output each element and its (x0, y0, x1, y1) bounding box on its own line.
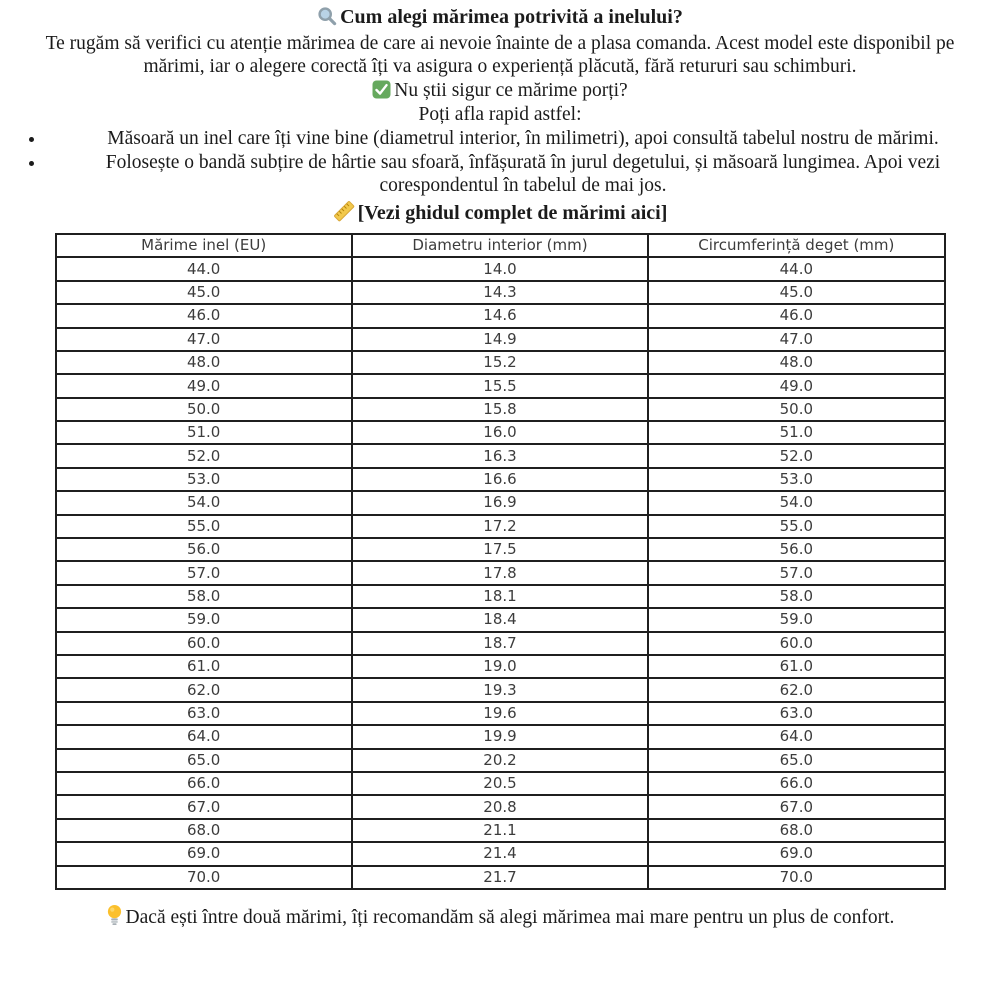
table-cell: 17.2 (352, 515, 648, 538)
table-cell: 68.0 (648, 819, 944, 842)
table-cell: 19.3 (352, 678, 648, 701)
table-cell: 48.0 (56, 351, 352, 374)
table-cell: 17.8 (352, 561, 648, 584)
header-cell-ring-size: Mărime inel (EU) (56, 234, 352, 257)
table-cell: 44.0 (648, 257, 944, 280)
table-cell: 56.0 (56, 538, 352, 561)
magnifier-icon (317, 6, 337, 26)
table-cell: 21.1 (352, 819, 648, 842)
table-row (56, 398, 945, 421)
header-row (56, 234, 945, 257)
table-cell: 63.0 (648, 702, 944, 725)
table-cell: 17.5 (352, 538, 648, 561)
table-row (56, 632, 945, 655)
table-cell: 18.1 (352, 585, 648, 608)
table-row (56, 678, 945, 701)
table-cell: 55.0 (648, 515, 944, 538)
table-cell: 57.0 (56, 561, 352, 584)
table-cell: 62.0 (56, 678, 352, 701)
table-cell: 68.0 (56, 819, 352, 842)
table-cell: 16.6 (352, 468, 648, 491)
table-cell: 19.0 (352, 655, 648, 678)
table-row (56, 866, 945, 889)
table-row (56, 515, 945, 538)
table-cell: 70.0 (56, 866, 352, 889)
table-cell: 46.0 (56, 304, 352, 327)
table-cell: 21.7 (352, 866, 648, 889)
table-cell: 51.0 (648, 421, 944, 444)
page-title-text: Cum alegi mărimea potrivită a inelului? (340, 6, 683, 28)
table-cell: 15.5 (352, 374, 648, 397)
table-cell: 64.0 (648, 725, 944, 748)
table-cell: 45.0 (56, 281, 352, 304)
table-row (56, 421, 945, 444)
page-title (0, 6, 1000, 29)
table-cell: 15.8 (352, 398, 648, 421)
table-cell: 48.0 (648, 351, 944, 374)
table-row (56, 608, 945, 631)
table-row (56, 655, 945, 678)
lightbulb-icon (106, 904, 123, 926)
footer-tip (10, 904, 990, 930)
size-question-line (0, 79, 1000, 102)
green-check-icon (372, 80, 391, 99)
table-cell: 58.0 (56, 585, 352, 608)
size-table (55, 233, 946, 890)
instruction-item-measure-ring: • Măsoară un inel care îți vine bine (diametrul interior, în milimetri), apoi consultă tabelul nostru de mărimi. (46, 127, 1000, 151)
size-table-header (56, 234, 945, 257)
table-cell: 20.8 (352, 795, 648, 818)
table-cell: 58.0 (648, 585, 944, 608)
table-cell: 66.0 (56, 772, 352, 795)
table-cell: 14.9 (352, 328, 648, 351)
table-cell: 16.3 (352, 444, 648, 467)
size-guide-link-line (0, 200, 1000, 225)
table-cell: 18.7 (352, 632, 648, 655)
table-cell: 63.0 (56, 702, 352, 725)
table-cell: 46.0 (648, 304, 944, 327)
size-question-text: Nu știi sigur ce mărime porți? (394, 80, 628, 102)
quick-find-label: Poți afla rapid astfel: (418, 104, 582, 126)
table-cell: 65.0 (56, 749, 352, 772)
table-cell: 69.0 (56, 842, 352, 865)
table-cell: 20.2 (352, 749, 648, 772)
table-cell: 54.0 (648, 491, 944, 514)
table-cell: 52.0 (56, 444, 352, 467)
table-row (56, 561, 945, 584)
table-cell: 60.0 (56, 632, 352, 655)
table-cell: 64.0 (56, 725, 352, 748)
table-cell: 16.9 (352, 491, 648, 514)
table-row (56, 842, 945, 865)
table-cell: 18.4 (352, 608, 648, 631)
table-cell: 47.0 (56, 328, 352, 351)
table-cell: 56.0 (648, 538, 944, 561)
table-row (56, 328, 945, 351)
table-row (56, 491, 945, 514)
table-row (56, 725, 945, 748)
table-cell: 61.0 (648, 655, 944, 678)
footer-tip-text: Dacă ești între două mărimi, îți recomandăm să alegi mărimea mai mare pentru un plus de confort. (125, 906, 895, 928)
table-cell: 45.0 (648, 281, 944, 304)
table-cell: 21.4 (352, 842, 648, 865)
table-cell: 14.6 (352, 304, 648, 327)
header-cell-inner-diameter: Diametru interior (mm) (352, 234, 648, 257)
table-cell: 61.0 (56, 655, 352, 678)
table-cell: 50.0 (648, 398, 944, 421)
table-cell: 59.0 (56, 608, 352, 631)
table-cell: 47.0 (648, 328, 944, 351)
table-cell: 50.0 (56, 398, 352, 421)
size-table-body (56, 257, 945, 889)
table-row (56, 468, 945, 491)
table-cell: 20.5 (352, 772, 648, 795)
table-row (56, 281, 945, 304)
table-cell: 19.9 (352, 725, 648, 748)
table-cell: 53.0 (648, 468, 944, 491)
table-cell: 59.0 (648, 608, 944, 631)
table-cell: 14.0 (352, 257, 648, 280)
ruler-icon (333, 200, 355, 222)
table-row (56, 257, 945, 280)
table-row (56, 795, 945, 818)
table-cell: 16.0 (352, 421, 648, 444)
table-cell: 69.0 (648, 842, 944, 865)
table-cell: 53.0 (56, 468, 352, 491)
table-cell: 67.0 (56, 795, 352, 818)
table-cell: 19.6 (352, 702, 648, 725)
table-cell: 55.0 (56, 515, 352, 538)
instruction-item-paper-band: • Folosește o bandă subțire de hârtie sau sfoară, înfășurată în jurul degetului, și măsoară lungimea. Apoi vezi corespondentul în tabelul de mai jos. (46, 151, 1000, 198)
table-row (56, 819, 945, 842)
table-cell: 70.0 (648, 866, 944, 889)
table-cell: 14.3 (352, 281, 648, 304)
table-row (56, 585, 945, 608)
header-cell-finger-circumference: Circumferință deget (mm) (648, 234, 944, 257)
table-cell: 57.0 (648, 561, 944, 584)
table-cell: 15.2 (352, 351, 648, 374)
table-row (56, 304, 945, 327)
table-cell: 62.0 (648, 678, 944, 701)
table-cell: 54.0 (56, 491, 352, 514)
table-row (56, 444, 945, 467)
table-cell: 65.0 (648, 749, 944, 772)
table-cell: 52.0 (648, 444, 944, 467)
table-row (56, 538, 945, 561)
table-cell: 67.0 (648, 795, 944, 818)
table-row (56, 702, 945, 725)
table-cell: 60.0 (648, 632, 944, 655)
table-cell: 66.0 (648, 772, 944, 795)
table-cell: 51.0 (56, 421, 352, 444)
instructions-list (0, 127, 1000, 198)
table-row (56, 374, 945, 397)
table-row (56, 772, 945, 795)
table-row (56, 351, 945, 374)
size-guide-link[interactable]: [Vezi ghidul complet de mărimi aici] (357, 201, 668, 224)
table-cell: 44.0 (56, 257, 352, 280)
intro-paragraph: Te rugăm să verifici cu atenție mărimea de care ai nevoie înainte de a plasa comanda. Acest model este disponibil pe mărimi, iar o alegere corectă îți va asigura o experiență plăcută, fără retururi sau schimburi. (45, 33, 955, 77)
table-cell: 49.0 (56, 374, 352, 397)
table-cell: 49.0 (648, 374, 944, 397)
table-row (56, 749, 945, 772)
